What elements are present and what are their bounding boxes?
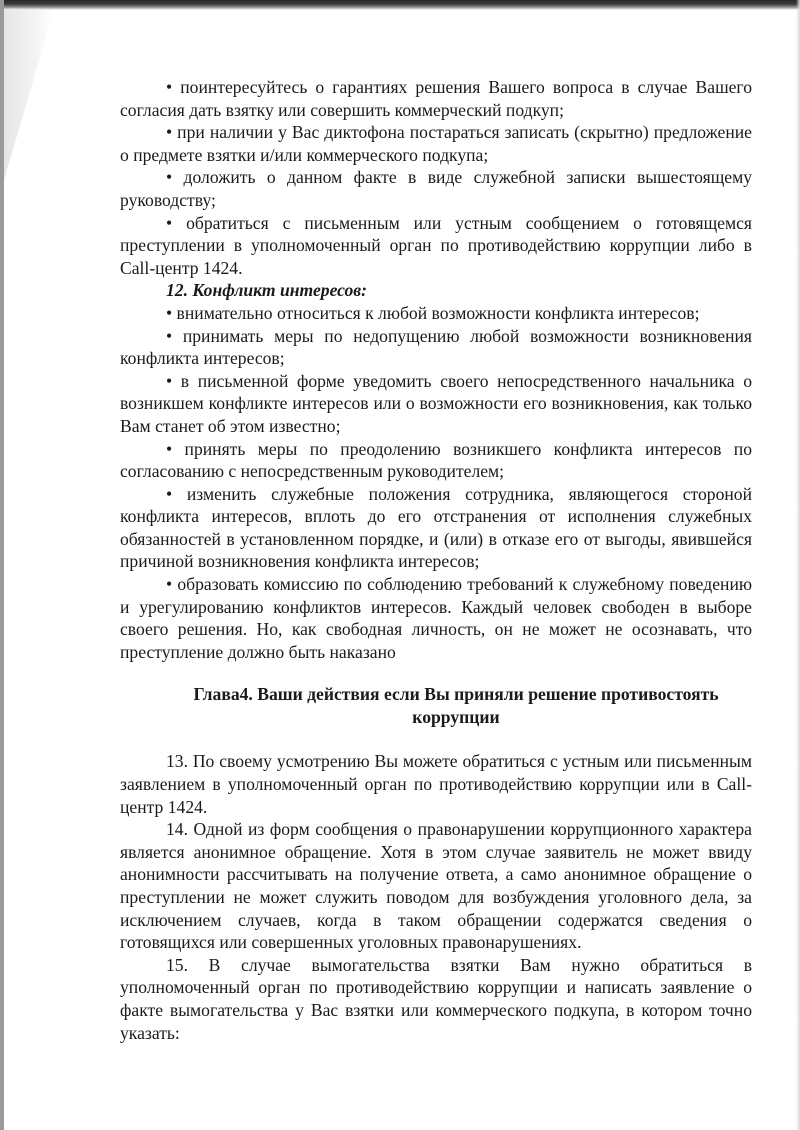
chapter-4 — [120, 683, 752, 1044]
scanner-edge-right — [796, 0, 800, 1130]
scanner-edge-top — [0, 0, 800, 10]
list-item: • внимательно относиться к любой возможности конфликта интересов; — [166, 302, 700, 323]
paragraph: 15. В случае вымогательства взятки Вам нужно обратиться в уполномоченный орган по противодействию коррупции и написать заявление о факте вымогательства у Вас взятки или коммерческого подкупа, в котором точно указать: — [120, 954, 752, 1043]
list-item: • принимать меры по недопущению любой возможности возникновения конфликта интересов; — [120, 325, 752, 369]
list-item: • обратиться с письменным или устным сообщением о готовящемся преступлении в уполномоченный орган по противодействию коррупции либо в Call-центр 1424. — [120, 212, 752, 278]
paragraph: 14. Одной из форм сообщения о правонарушении коррупционного характера является анонимное обращение. Хотя в этом случае заявитель не может ввиду анонимности рассчитывать на получение ответа, а само анонимное обращение о преступлении не может служить поводом для возбуждения уголовного дела, за исключением случаев, когда в таком обращении содержатся сведения о готовящихся или совершенных уголовных правонарушениях. — [120, 819, 752, 953]
scanner-edge-left — [0, 0, 4, 1130]
document-page — [120, 76, 752, 1044]
list-continuation — [120, 76, 752, 279]
list-item: • поинтересуйтесь о гарантиях решения Вашего вопроса в случае Вашего согласия дать взятку или совершить коммерческий подкуп; — [120, 77, 752, 120]
paragraph: 13. По своему усмотрению Вы можете обратиться с устным или письменным заявлением в уполномоченный орган по противодействию коррупции или в Call-центр 1424. — [120, 751, 752, 817]
list-item: • при наличии у Вас диктофона постараться записать (скрытно) предложение о предмете взятки и/или коммерческого подкупа; — [120, 122, 752, 165]
list-item: • изменить служебные положения сотрудника, являющегося стороной конфликта интересов, вплоть до его отстранения от исполнения служебных обязанностей в установленном порядке, и (или) в отказе его от выгоды, явившейся причиной возникновения конфликта интересов; — [120, 483, 752, 572]
list-item: • в письменной форме уведомить своего непосредственного начальника о возникшем конфликте интересов или о возможности его возникновения, как только Вам станет об этом известно; — [120, 370, 752, 436]
section-heading: 12. Конфликт интересов: — [166, 280, 368, 301]
list-item: • принять меры по преодолению возникшего конфликта интересов по согласованию с непосредственным руководителем; — [120, 438, 752, 482]
list-item: • доложить о данном факте в виде служебной записки вышестоящему руководству; — [120, 167, 752, 210]
section-conflict-of-interest — [120, 279, 752, 663]
scanner-shadow — [4, 10, 54, 180]
list-item: • образовать комиссию по соблюдению требований к служебному поведению и урегулированию конфликтов интересов. Каждый человек свободен в выборе своего решения. Но, как свободная личность, он не может не осознавать, что преступление должно быть наказано — [120, 574, 752, 662]
chapter-title: Глава4. Ваши действия если Вы приняли решение противостоять коррупции — [193, 684, 719, 728]
